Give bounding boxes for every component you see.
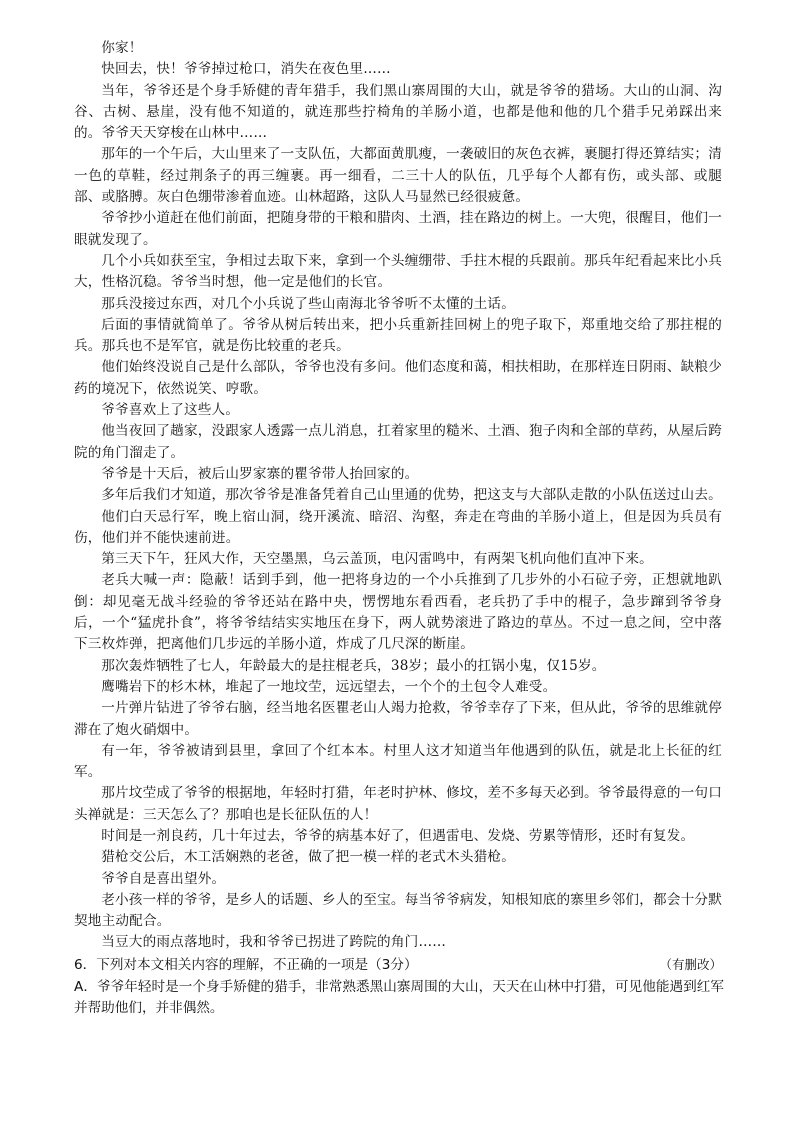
story-paragraph: 你家！ [101,40,143,56]
question-stem: 6．下列对本文相关内容的理解，不正确的一项是（3分） [74,957,418,973]
story-paragraph: 爷爷抄小道赶在他们前面，把随身带的干粮和腊肉、土酒，挂在路边的树上。一大兜，很醒目，他们一眼就发现了。 [74,210,722,248]
story-paragraph: 那片坟茔成了爷爷的根据地，年轻时打猎，年老时护林、修坟，差不多每天必到。爷爷最得意的一句口头禅就是：三天怎么了？那咱也是长征队伍的人！ [74,785,722,823]
story-paragraph: 后面的事情就简单了。爷爷从树后转出来，把小兵重新挂回树上的兜子取下，郑重地交给了那拄棍的兵。那兵也不是军官，就是伤比较重的老兵。 [74,316,722,355]
story-paragraph: 老小孩一样的爷爷，是乡人的话题、乡人的至宝。每当爷爷病发，知根知底的寨里乡邻们，都会十分默契地主动配合。 [74,891,722,930]
story-paragraph: 老兵大喊一声：隐蔽！话到手到，他一把将身边的一个小兵推到了几步外的小石砬子旁，正想就地趴倒：却见毫无战斗经验的爷爷还站在路中央，愣愣地东看西看，老兵扔了手中的棍子，急步蹿到爷爷身后，一个“猛虎扑食”，将爷爷结结实实地压在身下，两人就势滚进了路边的草丛。不过一息之间，空中落下三枚炸弹，把离他们几步远的羊肠小道，炸成了几尺深的断崖。 [74,572,722,653]
story-paragraph: 第三天下午，狂风大作，天空墨黑，乌云盖顶，电闪雷鸣中，有两架飞机向他们直冲下来。 [101,551,653,568]
story-paragraph: 有一年，爷爷被请到县里，拿回了个红本本。村里人这才知道当年他遇到的队伍，就是北上长征的红军。 [74,742,722,781]
story-paragraph: 那兵没接过东西，对几个小兵说了些山南海北爷爷听不太懂的土话。 [101,295,515,312]
story-paragraph: 爷爷自是喜出望外。 [101,870,226,887]
story-paragraph: 时间是一剂良药，几十年过去，爷爷的病基本好了，但遇雷电、发烧、劳累等情形，还时有复发。 [101,827,695,844]
story-paragraph: 那次轰炸牺牲了七人，年龄最大的是拄棍老兵，38岁；最小的扛锅小鬼，仅15岁。 [101,657,606,674]
story-paragraph: 一片弹片钻进了爷爷右脑，经当地名医瞿老山人竭力抢救，爷爷幸存了下来，但从此，爷爷的思维就停滞在了炮火硝烟中。 [74,700,722,738]
story-paragraph: 他们始终没说自己是什么部队，爷爷也没有多问。他们态度和蔼，相扶相助，在那样连日阴雨、缺粮少药的境况下，依然说笑、哼歌。 [74,359,722,397]
story-paragraph: 他们白天忌行军，晚上宿山洞，绕开溪流、暗沼、沟壑，奔走在弯曲的羊肠小道上，但是因为兵员有伤，他们并不能快速前进。 [74,508,722,546]
story-paragraph: 那年的一个午后，大山里来了一支队伍，大都面黄肌瘦，一袭破旧的灰色衣裤，裹腿打得还算结实；清一色的草鞋，经过荆条子的再三缠裹。再一细看，二三十人的队伍，几乎每个人都有伤，或头部、或腿部、或胳膊。灰白色绷带渗着血迹。山林超路，这队人马显然已经很疲惫。 [74,146,722,206]
story-paragraph: 爷爷喜欢上了这些人。 [101,402,240,419]
question-section [74,955,724,1020]
story-text [74,38,722,975]
story-paragraph: 当年，爷爷还是个身手矫健的青年猎手，我们黑山寨周围的大山，就是爷爷的猎场。大山的山洞、沟谷、古树、悬崖，没有他不知道的，就连那些拧椅角的羊肠小道，也都是他和他的几个猎手兄弟踩出来的。爷爷天天穿梭在山林中…… [74,82,722,142]
story-paragraph: 几个小兵如获至宝，争相过去取下来，拿到一个头缠绷带、手拄木棍的兵跟前。那兵年纪看起来比小兵大，性格沉稳。爷爷当时想，他一定是他们的长官。 [74,252,722,291]
story-paragraph: 猎枪交公后，木工活娴熟的老爸，做了把一模一样的老式木头猎枪。 [101,849,515,866]
question-option-a: A．爷爷年轻时是一个身手矫健的猎手，非常熟悉黑山寨周围的大山，天天在山林中打猎，可见他能遇到红军并帮助他们，并非偶然。 [74,978,724,1016]
story-paragraph: 爷爷是十天后，被后山罗家寨的瞿爷带人抬回家的。 [101,465,419,482]
story-paragraph: 鹰嘴岩下的杉木林，堆起了一地坟茔，远远望去，一个个的土包令人难受。 [101,678,557,695]
story-paragraph: 他当夜回了趟家，没跟家人透露一点儿消息，扛着家里的糙米、土酒、狍子肉和全部的草药，从屋后跨院的角门溜走了。 [74,423,722,461]
source-credit: （有删改） [659,956,722,972]
story-paragraph: 多年后我们才知道，那次爷爷是准备凭着自己山里通的优势，把这支与大部队走散的小队伍送过山去。 [101,487,722,504]
story-paragraph: 当豆大的雨点落地时，我和爷爷已拐进了跨院的角门…… [101,934,447,951]
story-paragraph: 快回去，快！爷爷掉过枪口，消失在夜色里…… [101,61,391,78]
